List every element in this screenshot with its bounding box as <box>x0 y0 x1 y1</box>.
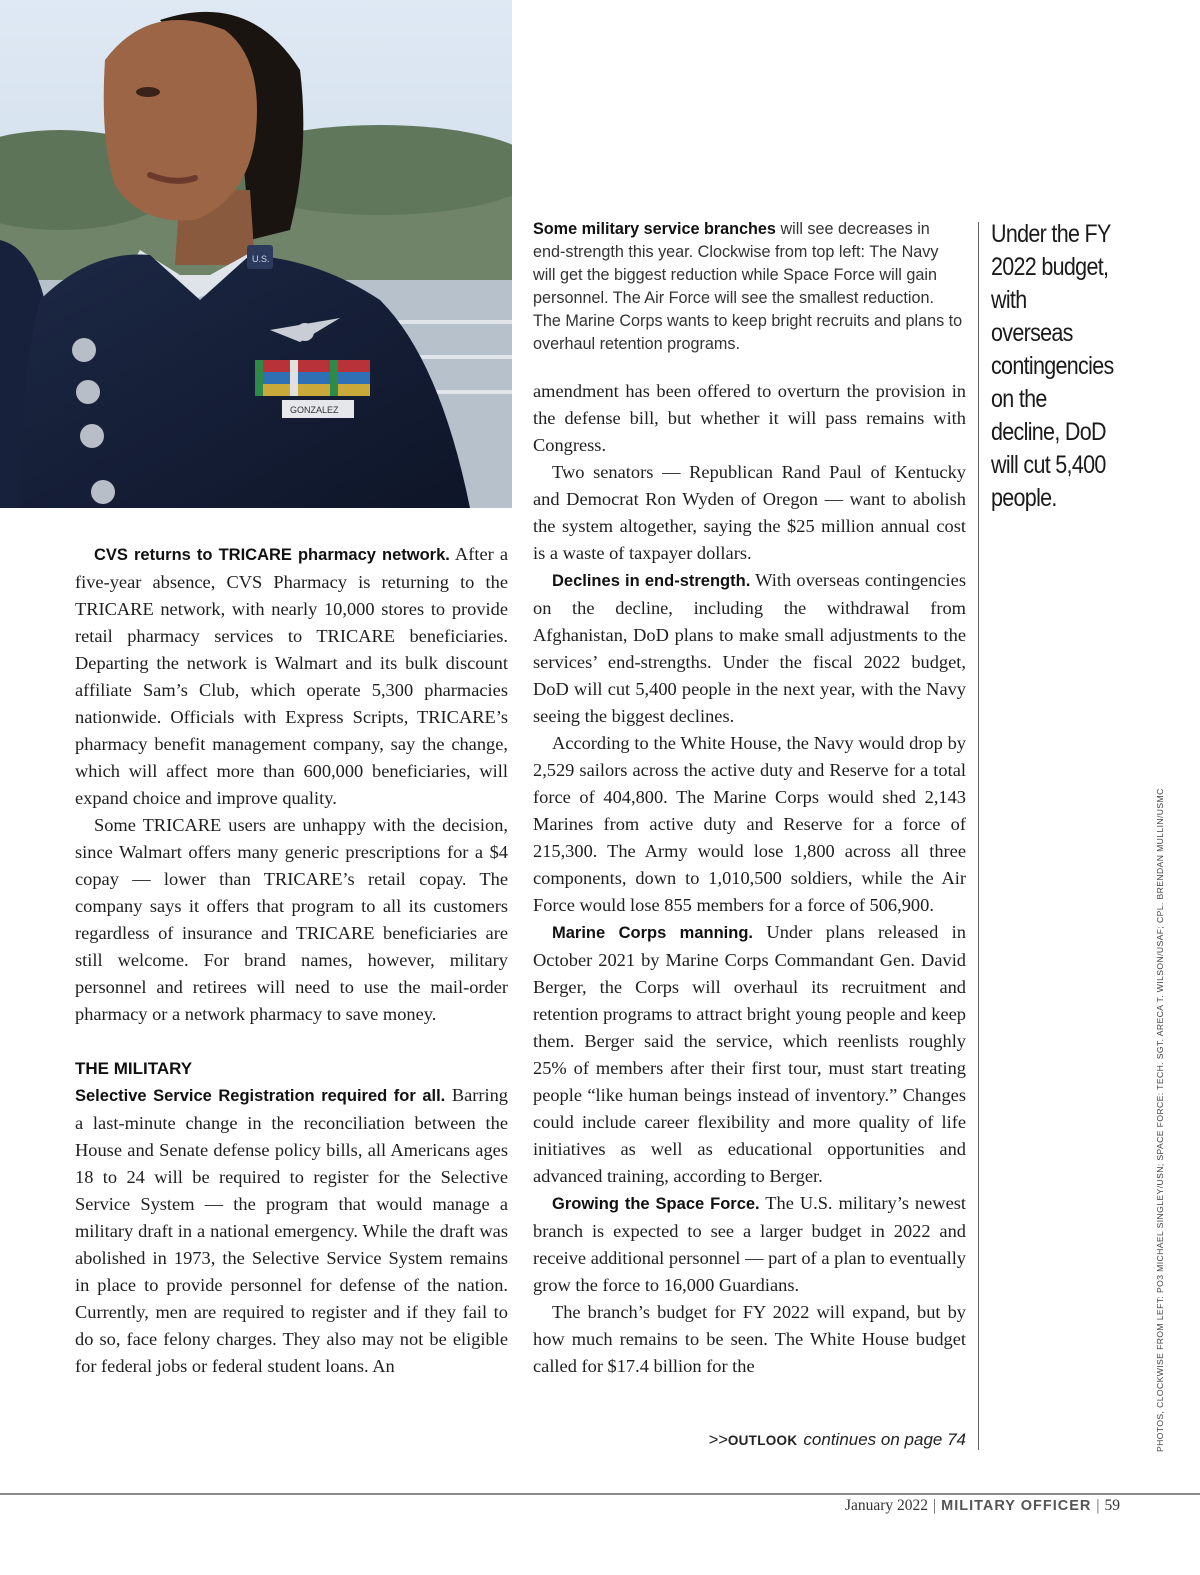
paragraph <box>75 541 508 812</box>
paragraph-lead: Growing the Space Force. <box>552 1195 760 1213</box>
paragraph <box>75 1082 508 1380</box>
pull-quote: Under the FY 2022 budget, with overseas contingencies on the decline, DoD will cut 5,400 people. <box>991 220 1114 512</box>
issue-date: January 2022 <box>844 1497 929 1514</box>
paragraph-text: After a five-year absence, CVS Pharmacy is returning to the TRICARE network, with nearly 10,000 stores to provide retail pharmacy services to TRICARE beneficiaries. Departing the network is Walmart and its bulk discount affiliate Sam’s Club, which operate 5,300 pharmacies nationwide. Officials with Express Scripts, TRICARE’s pharmacy benefit management company, say the change, which will affect more than 600,000 beneficiaries, will expand choice and improve quality. <box>75 544 508 808</box>
paragraph-lead: Selective Service Registration required for all. <box>75 1087 446 1105</box>
paragraph: According to the White House, the Navy would drop by 2,529 sailors across the active duty and Reserve for a total force of 404,800. The Marine Corps would shed 2,143 Marines from active duty and Reserve for a force of 215,300. The Army would lose 1,800 across all three components, down to 1,010,500 soldiers, while the Air Force would lose 855 members for a force of 506,900. <box>533 733 966 915</box>
paragraph <box>533 919 966 1190</box>
column-divider <box>978 222 979 1450</box>
caption-lead: Some military service branches <box>533 220 776 238</box>
continuation-text: continues on page 74 <box>803 1430 966 1449</box>
continuation-tag: OUTLOOK <box>727 1433 798 1448</box>
paragraph: Some TRICARE users are unhappy with the decision, since Walmart offers many generic prescriptions for a $4 copay — lower than TRICARE’s retail copay. The company says it offers that program to all its customers regardless of insurance and TRICARE beneficiaries are still welcome. For brand names, however, military personnel and retirees will need to use the mail-order pharmacy or a network pharmacy to save money. <box>75 815 508 1024</box>
article-photo <box>0 0 512 508</box>
nametag: GONZALEZ <box>290 405 339 415</box>
paragraph: The branch’s budget for FY 2022 will expand, but by how much remains to be seen. The White House budget called for $17.4 billion for the <box>533 1302 966 1376</box>
photo-caption <box>533 218 963 356</box>
page-number: 59 <box>1104 1497 1120 1514</box>
paragraph <box>533 1190 966 1299</box>
continuation-arrow: >> <box>708 1431 728 1449</box>
photo-credits: PHOTOS, CLOCKWISE FROM LEFT: PO3 MICHAEL SINGLEY/USN; SPACE FORCE: TECH. SGT. ARECA T. WILSON/USAF; CPL. BRENDAN MULLIN/USMC <box>1155 788 1165 1452</box>
paragraph-text: The U.S. military’s newest branch is expected to see a larger budget in 2022 and receive additional personnel — part of a plan to eventually grow the force to 16,000 Guardians. <box>533 1193 967 1295</box>
paragraph <box>533 567 966 730</box>
caption-text: will see decreases in end-strength this year. Clockwise from top left: The Navy will get the biggest reduction while Space Force will gain personnel. The Air Force will see the smallest reduction. The Marine Corps wants to keep bright recruits and plans to overhaul retention programs. <box>533 220 963 353</box>
paragraph-text: With overseas contingencies on the decline, including the withdrawal from Afghanistan, DoD plans to make small adjustments to the services’ end-strengths. Under the fiscal 2022 budget, DoD will cut 5,400 people in the next year, with the Navy seeing the biggest declines. <box>533 570 966 726</box>
paragraph: amendment has been offered to overturn the provision in the defense bill, but whether it will pass remains with Congress. <box>533 381 966 455</box>
paragraph-lead: Declines in end-strength. <box>552 572 751 590</box>
page-footer <box>845 1497 1120 1515</box>
section-heading: THE MILITARY <box>75 1059 193 1078</box>
footer-rule <box>0 1493 1200 1495</box>
continuation-line <box>533 1430 966 1450</box>
paragraph: Two senators — Republican Rand Paul of Kentucky and Democrat Ron Wyden of Oregon — want to abolish the system altogether, saying the $25 million annual cost is a waste of taxpayer dollars. <box>533 462 966 563</box>
paragraph-text: Under plans released in October 2021 by Marine Corps Commandant Gen. David Berger, the Corps will overhaul its recruitment and retention programs to attract bright young people and keep them. Berger said the service, which reenlists roughly 25% of members after their first tour, must start treating people “like human beings instead of inventory.” Changes could include career flexibility and more quality of life initiatives as well as educational opportunities and advanced training, according to Berger. <box>533 922 966 1186</box>
uniform-badge: U.S. <box>252 254 270 264</box>
paragraph-lead: Marine Corps manning. <box>552 924 753 942</box>
article-column-middle <box>533 378 966 1380</box>
footer-separator: | <box>1096 1497 1100 1514</box>
magazine-name: MILITARY OFFICER <box>941 1498 1092 1514</box>
footer-separator: | <box>933 1497 937 1514</box>
article-column-left <box>75 541 508 1380</box>
paragraph-text: Barring a last-minute change in the reconciliation between the House and Senate defense policy bills, all Americans ages 18 to 24 will be required to register for the Selective Service System — the program that would manage a military draft in a national emergency. While the draft was abolished in 1973, the Selective Service System remains in place to provide personnel for defense of the nation. Currently, men are required to register and if they fail to do so, face felony charges. They also may not be eligible for federal jobs or federal student loans. An <box>75 1085 508 1376</box>
officer-portrait-illustration <box>0 0 512 508</box>
paragraph-lead: CVS returns to TRICARE pharmacy network. <box>94 546 450 564</box>
